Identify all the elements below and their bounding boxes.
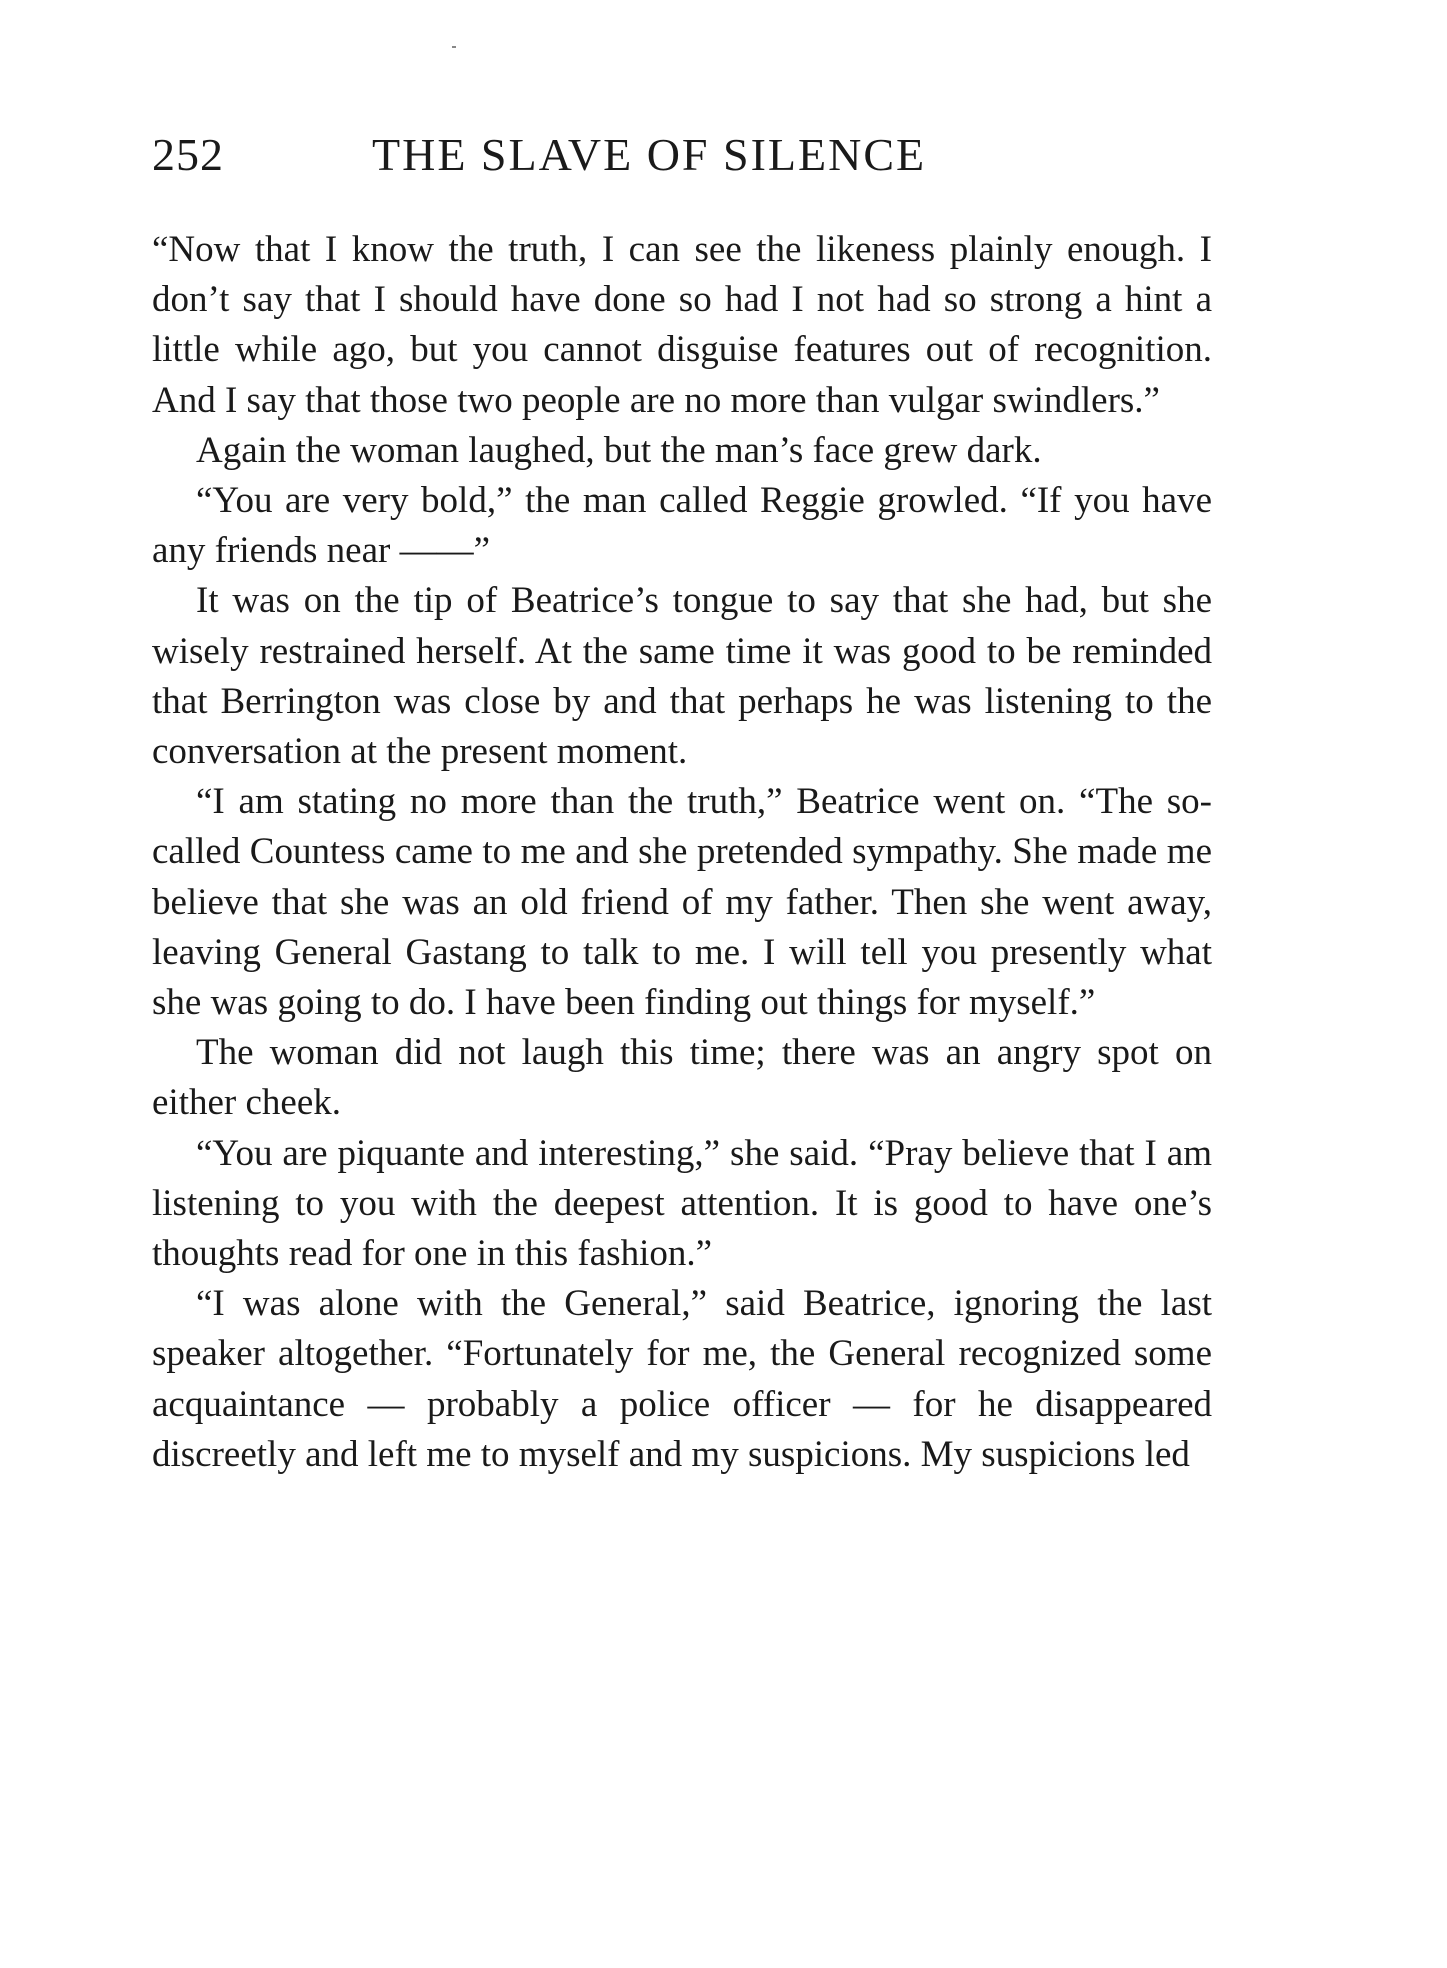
paragraph: Again the woman laughed, but the man’s face grew dark. [196, 429, 1042, 471]
paragraph: “You are very bold,” the man called Reggie growled. “If you have any friends near ——” [152, 480, 1212, 572]
running-title: THE SLAVE OF SILENCE [372, 129, 927, 180]
page-number: 252 [152, 129, 224, 180]
paragraph: “I am stating no more than the truth,” Beatrice went on. “The so-called Countess came to me and she pretended sympathy. She made me believe that she was an old friend of my father. Then she went away, leaving General Gastang to talk to me. I will tell you presently what she was going to do. I have been finding out things for myself.” [152, 781, 1212, 1024]
paragraph: “I was alone with the General,” said Beatrice, ignoring the last speaker altogether. “Fortunately for me, the General recognized some acquaintance — probably a police officer — for he disappeared discreetly and left me to myself and my suspicions. My suspicions led [152, 1283, 1212, 1475]
body-text [152, 225, 1212, 1480]
paragraph: The woman did not laugh this time; there was an angry spot on either cheek. [152, 1032, 1212, 1124]
page-header [152, 128, 1212, 184]
scan-speck [452, 46, 456, 48]
paragraph: “You are piquante and interesting,” she said. “Pray believe that I am listening to you with the deepest attention. It is good to have one’s thoughts read for one in this fashion.” [152, 1132, 1212, 1275]
paragraph: “Now that I know the truth, I can see the likeness plainly enough. I don’t say that I should have done so had I not had so strong a hint a little while ago, but you cannot disguise features out of recognition. And I say that those two people are no more than vulgar swindlers.” [152, 229, 1212, 421]
paragraph: It was on the tip of Beatrice’s tongue to say that she had, but she wisely restrained herself. At the same time it was good to be reminded that Berrington was close by and that perhaps he was listening to the conversation at the present moment. [152, 580, 1212, 773]
